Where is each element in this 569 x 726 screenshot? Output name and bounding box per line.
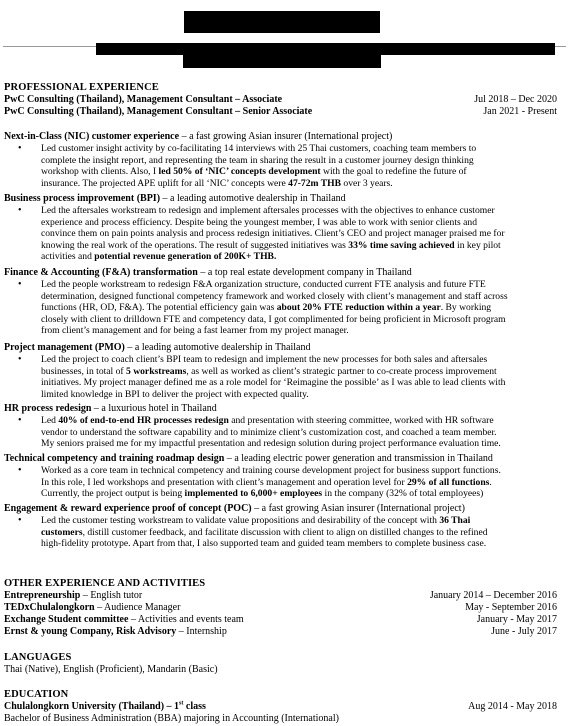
project-heading <box>4 193 559 204</box>
project-detail-line <box>41 217 561 228</box>
project-client: – a leading electric power generation and transmission in Thailand <box>224 453 493 464</box>
activity-dates: January - May 2017 <box>476 614 557 625</box>
project-client: – a luxurious hotel in Thailand <box>91 403 217 414</box>
activity-org: TEDxChulalongkorn <box>4 602 95 613</box>
project-detail-line <box>41 438 561 449</box>
emphasis: about 20% FTE reduction within a year <box>276 302 441 313</box>
project-detail-line <box>41 389 561 400</box>
project-client: – a top real estate development company in Thailand <box>197 267 412 278</box>
text-run: limited knowledge in BPI to deliver the project with expected quality. <box>41 388 309 400</box>
activity-dates: June - July 2017 <box>491 626 557 637</box>
emphasis: 5 workstreams <box>126 365 187 377</box>
emphasis: implemented to 6,000+ employees <box>184 488 323 499</box>
project-detail-line <box>41 279 561 290</box>
project-heading <box>4 503 559 514</box>
project-title: Finance & Accounting (F&A) transformation <box>4 267 198 278</box>
project-detail-line <box>41 538 561 549</box>
redacted-contact-line <box>183 55 381 68</box>
text-run: Currently, the project output is being <box>41 488 185 499</box>
role-dates: Jul 2018 – Dec 2020 <box>474 94 557 105</box>
project-client: – a leading automotive dealership in Thailand <box>160 193 346 204</box>
project-detail-line <box>41 314 561 325</box>
project-detail-line <box>41 354 561 365</box>
project-title: Engagement & reward experience proof of concept (POC) <box>4 503 252 514</box>
text-run: Led <box>41 415 59 426</box>
bullet-icon: • <box>18 415 22 426</box>
text-run: insurance. The projected APE uplift for all ‘NIC’ concepts were <box>41 177 289 189</box>
education-heading: EDUCATION <box>4 689 69 700</box>
professional-experience-heading: PROFESSIONAL EXPERIENCE <box>4 82 159 93</box>
text-run: Led the people workstream to redesign F&A organization structure, conducted current FTE analysis and future FTE <box>41 279 486 290</box>
activity-dates: January 2014 – December 2016 <box>429 590 557 601</box>
activity-role: – English tutor <box>80 590 143 601</box>
project-detail-line <box>41 427 561 438</box>
project-client: – a fast growing Asian insurer (International project) <box>179 131 393 142</box>
bullet-icon: • <box>18 465 22 476</box>
project-detail-line <box>41 205 561 216</box>
project-detail-line <box>41 465 561 476</box>
redacted-name-block <box>184 11 380 33</box>
project-detail-line <box>41 415 561 426</box>
text-run: with the goal to redefine the future of <box>320 166 467 177</box>
emphasis: 47-72m THB <box>288 177 341 189</box>
text-run: . By working <box>440 302 492 313</box>
education-degree: Bachelor of Business Administration (BBA) majoring in Accounting (International) <box>4 713 339 724</box>
project-detail-line <box>41 291 561 302</box>
text-run: and presentation with steering committee, worked with HR software <box>228 415 494 426</box>
activity-org: Ernst & young Company, Risk Advisory <box>4 626 177 637</box>
text-run: in key pilot <box>454 239 501 251</box>
activity-role: – Activities and events team <box>128 614 244 625</box>
text-run: vendor to understand the software capability and to minimize client’s customization cost, and coached a team member. <box>41 426 497 438</box>
project-detail-line <box>41 228 561 239</box>
text-run: initiatives. My project manager defined me as a role model for ‘Reimagine the possible’ as I was able to lead clients with <box>41 377 506 388</box>
project-detail-line <box>41 366 561 377</box>
project-detail-line <box>41 377 561 388</box>
project-title: HR process redesign <box>4 403 92 414</box>
text-run: functions (HR, OD, F&A). The potential efficiency gain was <box>41 302 277 313</box>
activity-org: Exchange Student committee <box>4 614 129 625</box>
text-run: , as well as worked as client’s strategic partner to co-create process improvement <box>186 365 497 377</box>
text-run: Worked as a core team in technical competency and training course development project for business support functions. <box>41 465 501 476</box>
education-school-suffix: class <box>183 701 206 712</box>
education-school-sup: st <box>179 700 184 707</box>
text-run: determination, designed functional competency framework and worked closely with client’s management and staff across <box>41 290 508 302</box>
other-experience-heading: OTHER EXPERIENCE AND ACTIVITIES <box>4 578 206 589</box>
role-dates: Jan 2021 - Present <box>483 106 557 117</box>
text-run: , distill customer feedback, and facilitate discussion with client to align on distilled changes to the refined <box>82 526 488 538</box>
text-run: Led the aftersales workstream to redesign and implement aftersales processes with the objectives to enhance customer <box>41 205 495 216</box>
activity-dates: May - September 2016 <box>465 602 557 613</box>
project-detail-line <box>41 515 561 526</box>
text-run: businesses, in total of <box>41 365 127 377</box>
text-run: My seniors praised me for my impactful presentation and redesign solution during project performance evaluation time. <box>41 438 501 449</box>
text-run: closely with client to drilldown FTE and competency data, I got complimented for being proficient in Microsoft program <box>41 313 506 325</box>
project-title: Technical competency and training roadmap design <box>4 453 225 464</box>
project-heading <box>4 453 559 464</box>
emphasis: 40% of end-to-end HR processes redesign <box>58 415 229 426</box>
project-title: Project management (PMO) <box>4 342 125 353</box>
text-run: complete the insight report, and representing the team in sharing the result in a customer journey design thinking <box>41 154 474 166</box>
text-run: knowing the real work of the operations. The result of suggested initiatives was <box>41 239 349 251</box>
education-dates: Aug 2014 - May 2018 <box>468 701 557 712</box>
project-detail-line <box>41 527 561 538</box>
project-heading <box>4 267 559 278</box>
role-title: PwC Consulting (Thailand), Management Consultant – Associate <box>4 94 283 105</box>
bullet-icon: • <box>18 143 22 154</box>
text-run: high-fidelity prototype. Apart from that, I also supported team and guided team members to complete business case. <box>41 538 487 549</box>
bullet-icon: • <box>18 205 22 216</box>
emphasis: 36 Thai <box>439 515 471 526</box>
text-run: in the company (32% of total employees) <box>322 488 484 499</box>
activity-role: – Internship <box>176 626 227 637</box>
emphasis: 29% of all functions <box>407 476 490 488</box>
emphasis: led 50% of ‘NIC’ concepts development <box>158 166 321 177</box>
activity-role: – Audience Manager <box>94 602 181 613</box>
bullet-icon: • <box>18 354 22 365</box>
bullet-icon: • <box>18 515 22 526</box>
redacted-contact-bar <box>96 43 555 55</box>
project-heading <box>4 403 559 414</box>
languages-text: Thai (Native), English (Proficient), Mandarin (Basic) <box>4 664 218 675</box>
text-run: In this role, I led workshops and presentation with client’s management and operation level for <box>41 476 408 488</box>
text-run: Led customer insight activity by co-facilitating 14 interviews with 25 Thai customers, coaching team members to <box>41 143 477 154</box>
project-heading <box>4 131 559 142</box>
text-run: . <box>489 476 492 488</box>
text-run: experience and process efficiency. Despite being the youngest member, I was able to work with senior clients and <box>41 216 477 228</box>
text-run: activities and <box>41 251 95 262</box>
text-run: from client’s management and for being a fast learner from my project manager. <box>41 325 349 336</box>
project-detail-line <box>41 488 561 499</box>
project-detail-line <box>41 178 561 189</box>
project-detail-line <box>41 166 561 177</box>
education-school-name: Chulalongkorn University (Thailand) – 1 <box>4 701 180 712</box>
role-title: PwC Consulting (Thailand), Management Consultant – Senior Associate <box>4 106 313 117</box>
bullet-icon: • <box>18 279 22 290</box>
project-client: – a leading automotive dealership in Thailand <box>124 342 311 353</box>
project-detail-line <box>41 302 561 313</box>
project-client: – a fast growing Asian insurer (International project) <box>251 503 465 514</box>
activity-item <box>4 626 559 637</box>
text-run: over 3 years. <box>341 177 393 189</box>
project-heading <box>4 342 559 353</box>
text-run: convince them on pain points analysis and process redesign initiatives. Client’s CEO and project manager praised me for <box>41 228 505 239</box>
emphasis: potential revenue generation of 200K+ THB. <box>94 251 277 262</box>
text-run: workshop with clients. Also, I <box>41 166 159 177</box>
activity-org: Entrepreneurship <box>4 590 81 601</box>
project-detail-line <box>41 155 561 166</box>
project-title: Next-in-Class (NIC) customer experience <box>4 131 180 142</box>
emphasis: customers <box>41 526 83 538</box>
project-detail-line <box>41 477 561 488</box>
project-detail-line <box>41 240 561 251</box>
text-run: Led the project to coach client’s BPI team to redesign and implement the new processes for both sales and aftersales <box>41 354 488 365</box>
emphasis: 33% time saving achieved <box>348 239 455 251</box>
languages-heading: LANGUAGES <box>4 652 72 663</box>
project-title: Business process improvement (BPI) <box>4 193 161 204</box>
project-detail-line <box>41 325 561 336</box>
project-detail-line <box>41 251 561 262</box>
text-run: Led the customer testing workstream to validate value propositions and desirability of the concept with <box>41 515 440 526</box>
project-detail-line <box>41 143 561 154</box>
